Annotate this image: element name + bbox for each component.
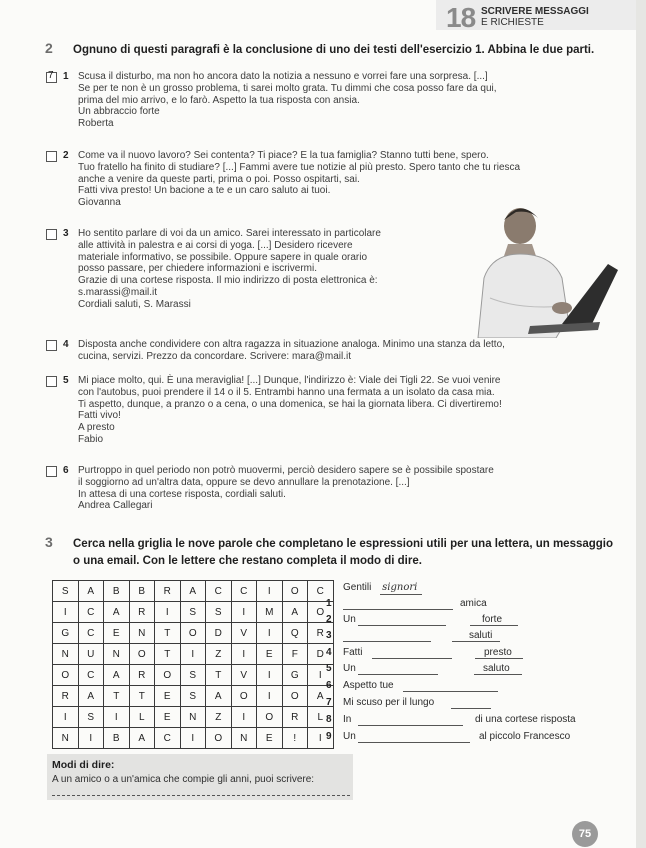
grid-cell[interactable]: N: [180, 707, 206, 728]
grid-cell[interactable]: O: [282, 686, 308, 707]
grid-cell[interactable]: N: [53, 728, 79, 749]
grid-cell[interactable]: I: [308, 728, 334, 749]
answer-checkbox[interactable]: [46, 72, 57, 83]
modi-di-dire-answer-line[interactable]: [52, 795, 350, 796]
grid-cell[interactable]: O: [53, 665, 79, 686]
answer-text-before: Fatti: [343, 647, 363, 658]
answer-blank[interactable]: [403, 691, 498, 692]
paragraph-number: 2: [63, 150, 69, 161]
modi-di-dire-text: A un amico o a un'amica che compie gli anni, puoi scrivere:: [52, 774, 315, 785]
page-number: 75: [572, 821, 598, 847]
answer-blank[interactable]: [358, 625, 446, 626]
grid-cell[interactable]: L: [129, 707, 155, 728]
grid-row: [53, 686, 334, 707]
grid-cell[interactable]: L: [308, 707, 334, 728]
exercise-2-title: Ognuno di questi paragrafi è la conclusione di uno dei testi dell'esercizio 1. Abbina le due parti.: [73, 44, 595, 56]
unit-title: SCRIVERE MESSAGGI: [481, 6, 589, 17]
grid-cell[interactable]: E: [257, 644, 283, 665]
grid-cell[interactable]: I: [231, 707, 257, 728]
grid-cell[interactable]: T: [206, 665, 232, 686]
grid-cell[interactable]: N: [104, 644, 130, 665]
grid-cell[interactable]: N: [129, 623, 155, 644]
answer-text-after: saluti: [469, 630, 493, 641]
grid-cell[interactable]: G: [53, 623, 79, 644]
answer-number: 6: [326, 680, 332, 691]
answer-text-before: Un: [343, 614, 356, 625]
grid-cell[interactable]: N: [53, 644, 79, 665]
paragraph-text: Mi piace molto, qui. È una meraviglia! [...] Dunque, l'indirizzo è: Viale dei Tigli 22. Se vuoi venire con l'autobus, puoi prendere il 14 o il 5. Entrambi hanno una fermata a un isolato da casa mia. Ti aspetto, dunque, a pranzo o a cena, o una domenica, se hai la giornata libera. Ci divertiremo! Fatti vivo! A presto Fabio: [78, 375, 502, 445]
answer-blank[interactable]: [372, 658, 452, 659]
exercise-2-number: 2: [45, 40, 53, 56]
grid-cell[interactable]: N: [231, 728, 257, 749]
paragraph-text: Scusa il disturbo, ma non ho ancora dato la notizia a nessuno e vorrei fare una sorpresa. [...] Se per te non è un grosso problema, ti sarei molto grata. Tu dimmi che cosa posso fare da qui, prima del mio arrivo, e lo farò. Aspetto la tua risposta con ansia. Un abbraccio forte Roberta: [78, 71, 497, 130]
page-edge: [636, 0, 646, 848]
answer-checkbox[interactable]: [46, 229, 57, 240]
paragraph-number: 6: [63, 465, 69, 476]
answer-checkbox[interactable]: [46, 376, 57, 387]
grid-cell[interactable]: I: [257, 665, 283, 686]
exercise-3-title-2: o una email. Con le lettere che restano completa il modo di dire.: [73, 555, 422, 567]
grid-cell[interactable]: R: [129, 665, 155, 686]
paragraph-number: 5: [63, 375, 69, 386]
grid-cell[interactable]: Q: [282, 623, 308, 644]
answer-blank[interactable]: [474, 674, 522, 675]
grid-cell[interactable]: T: [155, 644, 181, 665]
answer-number: 7: [326, 697, 332, 708]
grid-cell[interactable]: O: [257, 707, 283, 728]
grid-cell[interactable]: I: [155, 602, 181, 623]
paragraph-text: Purtroppo in quel periodo non potrò muovermi, perciò desidero sapere se è possibile spostare il soggiorno ad un'altra data, oppure se devo annullare la prenotazione. [...] In attesa di una cortese risposta, cordiali saluti. Andrea Callegari: [78, 465, 494, 512]
grid-cell[interactable]: C: [308, 581, 334, 602]
grid-cell[interactable]: S: [180, 602, 206, 623]
answer-number: 5: [326, 663, 332, 674]
grid-cell[interactable]: A: [78, 581, 104, 602]
grid-row: [53, 623, 334, 644]
answer-number: 3: [326, 630, 332, 641]
grid-row: [53, 728, 334, 749]
grid-cell[interactable]: E: [155, 686, 181, 707]
man-laptop-illustration: [470, 198, 620, 338]
grid-cell[interactable]: C: [78, 665, 104, 686]
exercise-3-title: Cerca nella griglia le nove parole che completano le espressioni utili per una lettera, un messaggio: [73, 538, 614, 550]
grid-cell[interactable]: C: [155, 728, 181, 749]
grid-cell[interactable]: !: [282, 728, 308, 749]
grid-cell[interactable]: Z: [206, 707, 232, 728]
grid-cell[interactable]: I: [257, 686, 283, 707]
grid-cell[interactable]: R: [53, 686, 79, 707]
grid-cell[interactable]: C: [78, 602, 104, 623]
grid-cell[interactable]: V: [231, 623, 257, 644]
grid-cell[interactable]: U: [78, 644, 104, 665]
grid-cell[interactable]: F: [282, 644, 308, 665]
grid-cell[interactable]: T: [104, 686, 130, 707]
grid-cell[interactable]: Z: [206, 644, 232, 665]
paragraph-text: Ho sentito parlare di voi da un amico. Sarei interessato in particolare alle attività in palestra e ai corsi di yoga. [...] Desidero ricevere materiale informativo, se possibile. Oppure sapere in quale orario posso passare, per chiedere informazioni e iscrivermi. Grazie di una cortese risposta. Il mio indirizzo di posta elettronica è: s.marassi@mail.it Cordiali saluti, S. Marassi: [78, 228, 381, 310]
grid-cell[interactable]: G: [282, 665, 308, 686]
grid-cell[interactable]: C: [78, 623, 104, 644]
grid-cell[interactable]: S: [53, 581, 79, 602]
grid-cell[interactable]: R: [129, 602, 155, 623]
answer-blank[interactable]: [452, 641, 500, 642]
grid-cell[interactable]: E: [104, 623, 130, 644]
answer-text-before: Un: [343, 731, 356, 742]
word-search-grid: [52, 580, 334, 749]
answer-text-before: In: [343, 714, 352, 725]
grid-cell[interactable]: R: [308, 623, 334, 644]
grid-cell[interactable]: T: [155, 623, 181, 644]
answer-text-after: forte: [482, 614, 503, 625]
grid-cell[interactable]: A: [308, 686, 334, 707]
answer-text-after: presto: [484, 647, 512, 658]
example-underline: [380, 594, 422, 595]
grid-cell[interactable]: D: [308, 644, 334, 665]
answer-blank[interactable]: [358, 742, 470, 743]
grid-cell[interactable]: O: [206, 728, 232, 749]
answer-blank[interactable]: [358, 725, 463, 726]
answer-number: 2: [326, 614, 332, 625]
grid-row: [53, 665, 334, 686]
grid-cell[interactable]: S: [180, 665, 206, 686]
grid-cell[interactable]: A: [206, 686, 232, 707]
grid-cell[interactable]: A: [282, 602, 308, 623]
answer-text-after: di una cortese risposta: [475, 714, 576, 725]
example-start: Gentili: [343, 582, 372, 593]
grid-cell[interactable]: I: [53, 602, 79, 623]
grid-cell[interactable]: C: [231, 581, 257, 602]
exercise-3-number: 3: [45, 534, 53, 550]
grid-cell[interactable]: O: [308, 602, 334, 623]
answer-text-before: Un: [343, 663, 356, 674]
grid-cell[interactable]: I: [104, 707, 130, 728]
grid-cell[interactable]: O: [155, 665, 181, 686]
grid-cell[interactable]: R: [155, 581, 181, 602]
grid-cell[interactable]: E: [155, 707, 181, 728]
unit-subtitle: E RICHIESTE: [481, 17, 544, 28]
answer-mark: 7: [48, 70, 54, 81]
answer-blank[interactable]: [343, 609, 453, 610]
grid-cell[interactable]: O: [231, 686, 257, 707]
grid-cell[interactable]: I: [257, 581, 283, 602]
grid-cell[interactable]: I: [231, 644, 257, 665]
example-answer: signori: [382, 582, 418, 593]
grid-cell[interactable]: D: [206, 623, 232, 644]
answer-text-before: Mi scuso per il lungo: [343, 697, 435, 708]
answer-checkbox[interactable]: [46, 340, 57, 351]
answer-blank[interactable]: [470, 625, 518, 626]
grid-cell[interactable]: C: [206, 581, 232, 602]
answer-blank[interactable]: [475, 658, 523, 659]
answer-checkbox[interactable]: [46, 151, 57, 162]
answer-number: 1: [326, 598, 332, 609]
grid-cell[interactable]: B: [129, 581, 155, 602]
paragraph-text: Disposta anche condividere con altra ragazza in situazione analoga. Minimo una stanza da letto, cucina, servizi. Prezzo da concordare. Scrivere: mara@mail.it: [78, 339, 505, 362]
grid-cell[interactable]: S: [78, 707, 104, 728]
grid-cell[interactable]: I: [180, 728, 206, 749]
grid-row: [53, 644, 334, 665]
paragraph-text: Come va il nuovo lavoro? Sei contenta? Ti piace? E la tua famiglia? Stanno tutti bene, spero. Tuo fratello ha finito di studiare? [...] Fammi avere tue notizie al più presto. Spero tanto che tu riesca anche a venire da queste parti, prima o poi. Posso ospitarti, sai. Fatti viva presto! Un bacione a te e un caro saluto ai tuoi. Giovanna: [78, 150, 521, 209]
answer-blank[interactable]: [358, 674, 438, 675]
grid-cell[interactable]: O: [180, 623, 206, 644]
grid-cell[interactable]: R: [282, 707, 308, 728]
grid-row: [53, 707, 334, 728]
answer-number: 9: [326, 731, 332, 742]
grid-cell[interactable]: M: [257, 602, 283, 623]
grid-cell[interactable]: A: [78, 686, 104, 707]
paragraph-number: 1: [63, 71, 69, 82]
grid-cell[interactable]: V: [231, 665, 257, 686]
grid-cell[interactable]: S: [206, 602, 232, 623]
modi-di-dire-title: Modi di dire:: [52, 759, 115, 771]
answer-text-after: amica: [460, 598, 487, 609]
answer-blank[interactable]: [343, 641, 431, 642]
answer-text-after: saluto: [483, 663, 510, 674]
grid-cell[interactable]: I: [308, 665, 334, 686]
grid-cell[interactable]: I: [257, 623, 283, 644]
grid-cell[interactable]: S: [180, 686, 206, 707]
unit-number: 18: [446, 2, 476, 33]
grid-cell[interactable]: E: [257, 728, 283, 749]
grid-cell[interactable]: A: [104, 665, 130, 686]
grid-cell[interactable]: T: [129, 686, 155, 707]
paragraph-number: 4: [63, 339, 69, 350]
grid-cell[interactable]: O: [282, 581, 308, 602]
grid-cell[interactable]: I: [78, 728, 104, 749]
paragraph-number: 3: [63, 228, 69, 239]
grid-cell[interactable]: A: [180, 581, 206, 602]
grid-cell[interactable]: O: [129, 644, 155, 665]
answer-text-before: Aspetto tue: [343, 680, 394, 691]
grid-row: [53, 602, 334, 623]
grid-cell[interactable]: I: [53, 707, 79, 728]
answer-checkbox[interactable]: [46, 466, 57, 477]
grid-cell[interactable]: I: [231, 602, 257, 623]
grid-cell[interactable]: B: [104, 581, 130, 602]
grid-cell[interactable]: B: [104, 728, 130, 749]
grid-cell[interactable]: A: [104, 602, 130, 623]
grid-cell[interactable]: I: [180, 644, 206, 665]
answer-number: 8: [326, 714, 332, 725]
grid-row: [53, 581, 334, 602]
answer-blank[interactable]: [451, 708, 491, 709]
grid-cell[interactable]: A: [129, 728, 155, 749]
answer-number: 4: [326, 647, 332, 658]
answer-text-after: al piccolo Francesco: [479, 731, 571, 742]
example-row: [343, 582, 417, 593]
